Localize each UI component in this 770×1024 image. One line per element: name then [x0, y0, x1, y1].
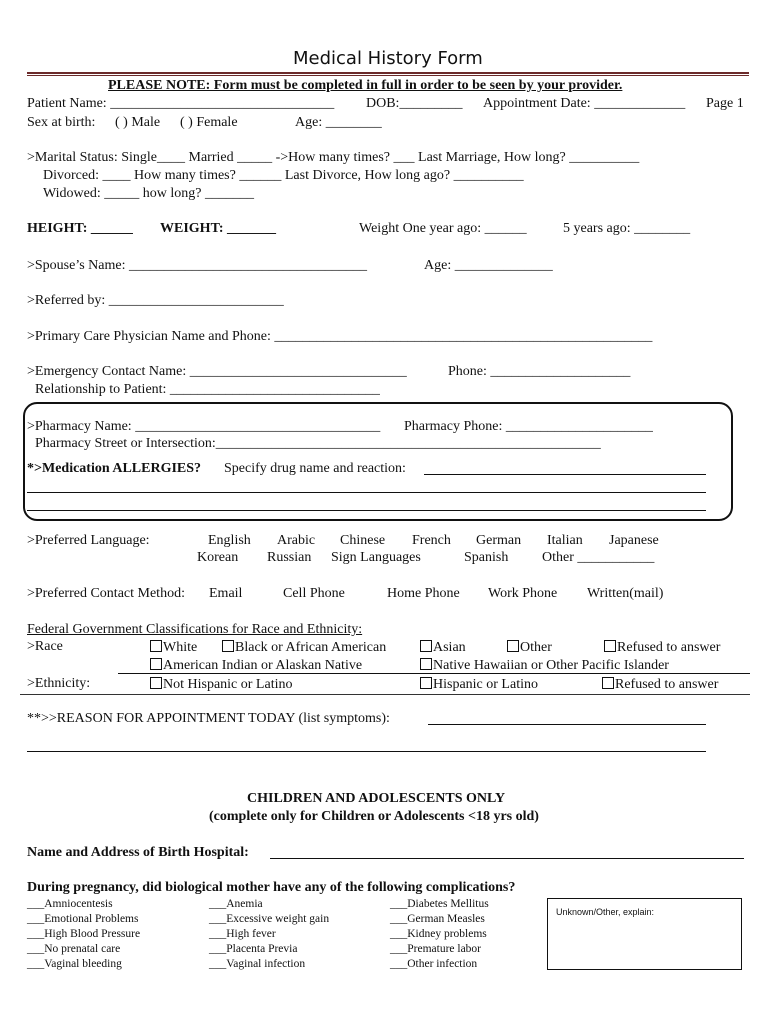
- dob-field[interactable]: DOB:_________: [366, 96, 463, 111]
- complication-item[interactable]: ___Emotional Problems: [27, 913, 139, 925]
- contact-cell-phone[interactable]: Cell Phone: [283, 586, 345, 601]
- language-label: >Preferred Language:: [27, 533, 150, 548]
- allergies-line-1[interactable]: [424, 474, 706, 475]
- ethnicity-hispanic-label: Hispanic or Latino: [433, 677, 538, 692]
- race-other-option[interactable]: [507, 640, 552, 655]
- race-asian-label: Asian: [433, 640, 466, 655]
- race-label: >Race: [27, 639, 63, 654]
- complication-item[interactable]: ___Vaginal infection: [209, 958, 306, 970]
- pregnancy-question: During pregnancy, did biological mother have any of the following complications?: [27, 880, 516, 895]
- language-other[interactable]: Other ___________: [542, 550, 655, 565]
- ethnicity-label: >Ethnicity:: [27, 676, 91, 691]
- pharmacy-name-field[interactable]: >Pharmacy Name: ___________________________________: [27, 419, 381, 434]
- race-black-option[interactable]: [222, 640, 386, 655]
- allergies-label: *>Medication ALLERGIES?: [27, 461, 202, 476]
- pcp-field[interactable]: >Primary Care Physician Name and Phone: ______________________________________________________: [27, 329, 653, 344]
- race-asian-option[interactable]: [420, 640, 466, 655]
- contact-written-mail[interactable]: Written(mail): [587, 586, 664, 601]
- referred-by-field[interactable]: >Referred by: _________________________: [27, 293, 284, 308]
- race-american-indian-option[interactable]: [150, 658, 362, 673]
- checkbox-icon[interactable]: [420, 677, 432, 689]
- language-english[interactable]: English: [208, 533, 251, 548]
- race-refused-label: Refused to answer: [617, 640, 721, 655]
- complication-item[interactable]: ___Vaginal bleeding: [27, 958, 122, 970]
- race-white-label: White: [163, 640, 198, 655]
- widowed-line[interactable]: Widowed: _____ how long? _______: [43, 186, 254, 201]
- contact-home-phone[interactable]: Home Phone: [387, 586, 460, 601]
- checkbox-icon[interactable]: [420, 658, 432, 670]
- ethnicity-hispanic-option[interactable]: [420, 677, 538, 692]
- header-rule-thin: [27, 75, 749, 76]
- weight-five-years-field[interactable]: 5 years ago: ________: [563, 221, 691, 236]
- reason-line-2[interactable]: [27, 751, 706, 752]
- contact-work-phone[interactable]: Work Phone: [488, 586, 558, 601]
- form-note: PLEASE NOTE: Form must be completed in full in order to be seen by your provider.: [108, 78, 623, 93]
- ethnicity-refused-option[interactable]: [602, 677, 718, 692]
- ethnicity-not-hispanic-option[interactable]: [150, 677, 292, 692]
- checkbox-icon[interactable]: [222, 640, 234, 652]
- marital-status-line[interactable]: >Marital Status: Single____ Married _____ ->How many times? ___ Last Marriage, How long? __________: [27, 150, 640, 165]
- complication-item[interactable]: ___Premature labor: [390, 943, 482, 955]
- complication-item[interactable]: ___High fever: [209, 928, 276, 940]
- allergies-instruction: Specify drug name and reaction:: [224, 461, 406, 476]
- complication-item[interactable]: ___High Blood Pressure: [27, 928, 141, 940]
- page-title: Medical History Form: [293, 48, 483, 69]
- sex-female-option[interactable]: ( ) Female: [180, 115, 238, 130]
- ethnicity-not-hispanic-label: Not Hispanic or Latino: [163, 677, 293, 692]
- race-other-label: Other: [520, 640, 552, 655]
- language-korean[interactable]: Korean: [197, 550, 239, 565]
- patient-name-field[interactable]: Patient Name: ________________________________: [27, 96, 335, 111]
- race-american-indian-label: American Indian or Alaskan Native: [163, 658, 363, 673]
- appointment-date-field[interactable]: Appointment Date: _____________: [483, 96, 686, 111]
- checkbox-icon[interactable]: [150, 658, 162, 670]
- checkbox-icon[interactable]: [150, 677, 162, 689]
- race-hawaiian-option[interactable]: [420, 658, 669, 673]
- complication-item[interactable]: ___Placenta Previa: [209, 943, 298, 955]
- complication-item[interactable]: ___Diabetes Mellitus: [390, 898, 489, 910]
- relationship-field[interactable]: Relationship to Patient: ______________________________: [35, 382, 380, 397]
- reason-line-1[interactable]: [428, 724, 706, 725]
- divorced-line[interactable]: Divorced: ____ How many times? ______ Last Divorce, How long ago? __________: [43, 168, 524, 183]
- birth-hospital-label: Name and Address of Birth Hospital:: [27, 845, 249, 860]
- complication-item[interactable]: ___Amniocentesis: [27, 898, 113, 910]
- race-divider: [118, 673, 750, 674]
- language-german[interactable]: German: [476, 533, 522, 548]
- language-italian[interactable]: Italian: [547, 533, 583, 548]
- race-black-label: Black or African American: [235, 640, 387, 655]
- complication-item[interactable]: ___No prenatal care: [27, 943, 121, 955]
- complication-item[interactable]: ___Anemia: [209, 898, 263, 910]
- checkbox-icon[interactable]: [507, 640, 519, 652]
- birth-hospital-line[interactable]: [270, 858, 744, 859]
- language-russian[interactable]: Russian: [267, 550, 312, 565]
- language-spanish[interactable]: Spanish: [464, 550, 509, 565]
- race-refused-option[interactable]: [604, 640, 720, 655]
- language-arabic[interactable]: Arabic: [277, 533, 316, 548]
- allergies-line-3[interactable]: [27, 510, 706, 511]
- complication-item[interactable]: ___Kidney problems: [390, 928, 487, 940]
- emergency-phone-field[interactable]: Phone: ____________________: [448, 364, 631, 379]
- weight-one-year-field[interactable]: Weight One year ago: ______: [359, 221, 527, 236]
- spouse-name-field[interactable]: >Spouse’s Name: __________________________________: [27, 258, 367, 273]
- language-japanese[interactable]: Japanese: [609, 533, 659, 548]
- checkbox-icon[interactable]: [420, 640, 432, 652]
- ethnicity-refused-label: Refused to answer: [615, 677, 719, 692]
- race-white-option[interactable]: [150, 640, 197, 655]
- checkbox-icon[interactable]: [150, 640, 162, 652]
- pharmacy-phone-field[interactable]: Pharmacy Phone: _____________________: [404, 419, 653, 434]
- page-number: Page 1: [706, 96, 744, 111]
- header-rule: [27, 72, 749, 74]
- checkbox-icon[interactable]: [604, 640, 616, 652]
- children-subheading: (complete only for Children or Adolescents <18 yrs old): [209, 809, 539, 824]
- weight-field[interactable]: WEIGHT: _______: [160, 221, 277, 236]
- pharmacy-street-field[interactable]: Pharmacy Street or Intersection:_______________________________________________________: [35, 436, 601, 451]
- other-explain-label: Unknown/Other, explain:: [556, 907, 655, 917]
- section-divider: [20, 694, 750, 695]
- language-sign[interactable]: Sign Languages: [331, 550, 421, 565]
- race-ethnicity-heading: Federal Government Classifications for Race and Ethnicity:: [27, 622, 363, 637]
- sex-label: Sex at birth:: [27, 115, 96, 130]
- height-field[interactable]: HEIGHT: ______: [27, 221, 133, 236]
- complication-item[interactable]: ___Excessive weight gain: [209, 913, 330, 925]
- language-chinese[interactable]: Chinese: [340, 533, 386, 548]
- contact-email[interactable]: Email: [209, 586, 243, 601]
- checkbox-icon[interactable]: [602, 677, 614, 689]
- children-heading: CHILDREN AND ADOLESCENTS ONLY: [247, 791, 506, 806]
- reason-label: **>>REASON FOR APPOINTMENT TODAY (list symptoms):: [27, 711, 390, 726]
- age-field[interactable]: Age: ________: [295, 115, 382, 130]
- emergency-contact-field[interactable]: >Emergency Contact Name: _______________________________: [27, 364, 407, 379]
- sex-male-option[interactable]: ( ) Male: [115, 115, 161, 130]
- race-hawaiian-label: Native Hawaiian or Other Pacific Islander: [433, 658, 669, 673]
- allergies-line-2[interactable]: [27, 492, 706, 493]
- spouse-age-field[interactable]: Age: ______________: [424, 258, 553, 273]
- complication-item[interactable]: ___Other infection: [390, 958, 478, 970]
- language-french[interactable]: French: [412, 533, 451, 548]
- contact-method-label: >Preferred Contact Method:: [27, 586, 185, 601]
- complication-item[interactable]: ___German Measles: [390, 913, 485, 925]
